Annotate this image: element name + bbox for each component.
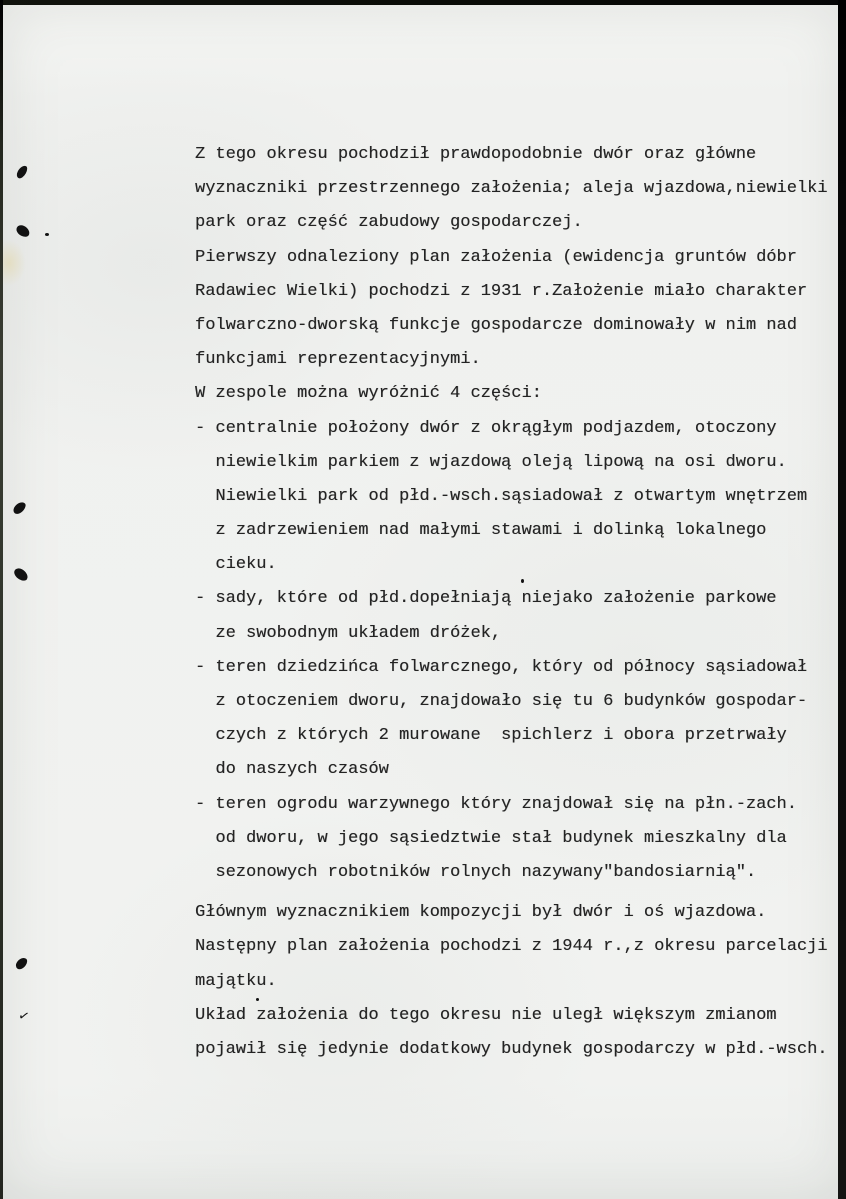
text-line: od dworu, w jego sąsiedztwie stał budynek mieszkalny dla: [195, 828, 787, 848]
text-line: Z tego okresu pochodził prawdopodobnie dwór oraz główne: [195, 145, 757, 164]
text-line: funkcjami reprezentacyjnymi.: [195, 350, 481, 370]
text-line: do naszych czasów: [195, 760, 389, 780]
text-line: sezonowych robotników rolnych nazywany"bandosiarnią".: [195, 862, 757, 882]
text-line: folwarczno-dworską funkcje gospodarcze dominowały w nim nad: [195, 315, 797, 335]
text-line: ze swobodnym układem dróżek,: [195, 623, 502, 643]
check-ink-mark: ✓: [16, 1007, 31, 1027]
ink-mark: [14, 956, 29, 972]
text-line: - teren ogrodu warzywnego który znajdował się na płn.-zach.: [195, 794, 797, 814]
text-line: cieku.: [195, 555, 277, 575]
ink-mark: [12, 566, 30, 582]
text-line: park oraz część zabudowy gospodarczej.: [195, 213, 583, 233]
text-line: - centralnie położony dwór z okrągłym podjazdem, otoczony: [195, 418, 777, 438]
text-line: - sady, które od płd.dopełniają niejako założenie parkowe: [195, 589, 777, 609]
text-line: Następny plan założenia pochodzi z 1944 r.,z okresu parcelacji: [195, 937, 828, 957]
paper-stain: [0, 240, 26, 286]
typewritten-text: [195, 138, 828, 1067]
ink-mark: [15, 224, 32, 239]
text-line: Pierwszy odnaleziony plan założenia (ewidencja gruntów dóbr: [195, 247, 797, 267]
text-line: niewielkim parkiem z wjazdową oleją lipową na osi dworu.: [195, 452, 787, 472]
text-line: Głównym wyznacznikiem kompozycji był dwór i oś wjazdowa.: [195, 903, 767, 923]
text-line: pojawił się jedynie dodatkowy budynek gospodarczy w płd.-wsch.: [195, 1039, 828, 1059]
text-line: - teren dziedzińca folwarcznego, który od północy sąsiadował: [195, 657, 808, 677]
text-line: Radawiec Wielki) pochodzi z 1931 r.Założenie miało charakter: [195, 281, 808, 301]
ink-mark: [15, 164, 29, 180]
text-line: Układ założenia do tego okresu nie uległ większym zmianom: [195, 1005, 777, 1025]
ink-mark: [12, 500, 28, 517]
text-line: W zespole można wyróżnić 4 części:: [195, 384, 542, 404]
text-line: wyznaczniki przestrzennego założenia; aleja wjazdowa,niewielki: [195, 179, 828, 199]
scan-edge-bottom: [0, 1193, 846, 1199]
text-line: majątku.: [195, 971, 277, 991]
ink-mark: [256, 998, 259, 1001]
text-line: z zadrzewieniem nad małymi stawami i dolinką lokalnego: [195, 521, 767, 541]
text-line: Niewielki park od płd.-wsch.sąsiadował z otwartym wnętrzem: [195, 486, 808, 506]
text-line: z otoczeniem dworu, znajdowało się tu 6 budynków gospodar-: [195, 692, 808, 711]
scan-edge-top: [0, 0, 846, 5]
ink-mark: [45, 233, 49, 236]
ink-mark: [521, 579, 524, 583]
text-line: czych z których 2 murowane spichlerz i obora przetrwały: [195, 726, 787, 746]
scan-edge-right: [838, 0, 846, 1199]
scan-edge-left: [0, 0, 3, 1199]
